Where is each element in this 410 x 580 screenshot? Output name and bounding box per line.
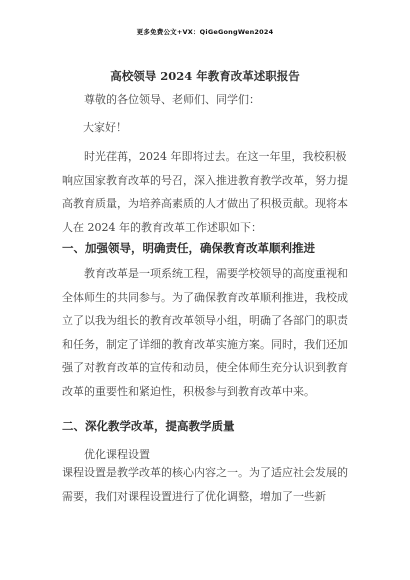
- page-title: 高校领导 2024 年教育改革述职报告: [110, 69, 300, 83]
- section-2-heading: 二、深化教学改革，提高教学质量: [62, 419, 235, 433]
- section-2-body: 课程设置是教学改革的核心内容之一。为了适应社会发展的需要，我们对课程设置进行了优化调整，增加了一些新: [62, 466, 348, 503]
- intro-paragraph: 时光荏苒，2024 年即将过去。在这一年里，我校积极响应国家教育改革的号召，深入推进教育教学改革，努力提高教育质量，为培养高素质的人才做出了积极贡献。现将本人在 2024 年的教育改革工作述职如下：: [62, 150, 348, 234]
- hello: 大家好！: [83, 121, 127, 134]
- greeting: 尊敬的各位领导、老师们、同学们：: [84, 93, 260, 106]
- section-1-body: 教育改革是一项系统工程，需要学校领导的高度重视和全体师生的共同参与。为了确保教育改革顺利推进，我校成立了以我为组长的教育改革领导小组，明确了各部门的职责和任务，制定了详细的教育改革实施方案。同时，我们还加强了对教育改革的宣传和动员，使全体师生充分认识到教育改革的重要性和紧迫性，积极参与到教育改革中来。: [62, 267, 348, 398]
- section-1-heading: 一、加强领导，明确责任，确保教育改革顺利推进: [62, 241, 315, 255]
- section-2-subheading: 优化课程设置: [84, 448, 150, 461]
- header-watermark: 更多免费公文+VX：QiGeGongWen2024: [136, 28, 274, 36]
